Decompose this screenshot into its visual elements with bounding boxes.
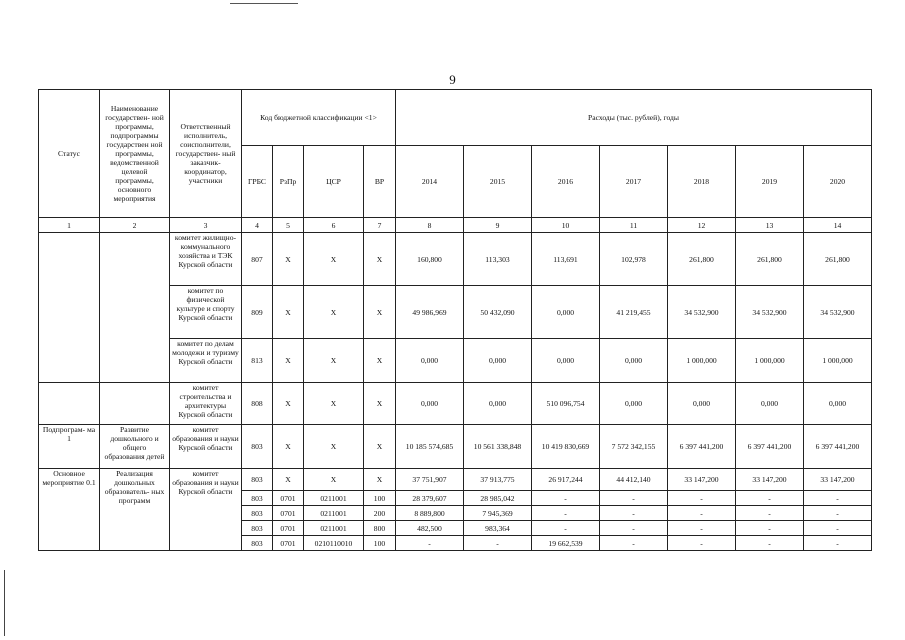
- csr-cell: Х: [304, 339, 364, 383]
- program-name-cell: Развитие дошкольного и общего образования детей: [100, 425, 170, 469]
- expense-value-cell: -: [736, 536, 804, 551]
- expense-value-cell: 0,000: [532, 339, 600, 383]
- vr-cell: Х: [364, 469, 396, 491]
- expense-value-cell: -: [532, 521, 600, 536]
- expense-value-cell: 0,000: [600, 383, 668, 425]
- vr-cell: Х: [364, 233, 396, 286]
- header-program-name: Наименование государствен- ной программы, подпрограммы государствен ной программы, ведомственной целевой программы, основного мероприятия: [100, 90, 170, 218]
- header-year: 2018: [668, 146, 736, 218]
- expense-value-cell: 0,000: [668, 383, 736, 425]
- table-row: [39, 469, 872, 491]
- status-cell: [39, 383, 100, 425]
- expense-value-cell: 261,800: [736, 233, 804, 286]
- expense-value-cell: -: [600, 506, 668, 521]
- column-number: 13: [736, 218, 804, 233]
- table-row: [39, 383, 872, 425]
- column-number: 6: [304, 218, 364, 233]
- column-number: 7: [364, 218, 396, 233]
- grbs-cell: 808: [242, 383, 273, 425]
- program-name-cell: Реализация дошкольных образователь- ных программ: [100, 469, 170, 551]
- expense-value-cell: 26 917,244: [532, 469, 600, 491]
- expense-value-cell: 10 419 830,669: [532, 425, 600, 469]
- expense-value-cell: -: [668, 536, 736, 551]
- status-cell: [39, 233, 100, 383]
- vr-cell: 100: [364, 536, 396, 551]
- vr-cell: 100: [364, 491, 396, 506]
- header-kbk: Код бюджетной классификации <1>: [242, 90, 396, 146]
- expense-value-cell: 983,364: [464, 521, 532, 536]
- expense-value-cell: 0,000: [396, 339, 464, 383]
- expense-value-cell: 34 532,900: [804, 286, 872, 339]
- header-vr: ВР: [364, 146, 396, 218]
- expense-value-cell: 102,978: [600, 233, 668, 286]
- header-rzpr: РзПр: [273, 146, 304, 218]
- expense-value-cell: 6 397 441,200: [804, 425, 872, 469]
- expense-value-cell: 10 185 574,685: [396, 425, 464, 469]
- column-number: 5: [273, 218, 304, 233]
- header-year: 2019: [736, 146, 804, 218]
- expense-value-cell: -: [600, 536, 668, 551]
- expense-value-cell: -: [668, 491, 736, 506]
- vr-cell: Х: [364, 286, 396, 339]
- column-number-row: [39, 218, 872, 233]
- expense-value-cell: -: [532, 491, 600, 506]
- expense-value-cell: -: [668, 506, 736, 521]
- expense-value-cell: -: [600, 491, 668, 506]
- grbs-cell: 813: [242, 339, 273, 383]
- rzpr-cell: Х: [273, 425, 304, 469]
- rzpr-cell: 0701: [273, 506, 304, 521]
- expense-value-cell: 160,800: [396, 233, 464, 286]
- header-year: 2017: [600, 146, 668, 218]
- expense-value-cell: -: [736, 491, 804, 506]
- csr-cell: Х: [304, 469, 364, 491]
- expense-value-cell: -: [396, 536, 464, 551]
- expense-value-cell: -: [804, 491, 872, 506]
- executor-cell: комитет образования и науки Курской области: [170, 469, 242, 551]
- column-number: 8: [396, 218, 464, 233]
- executor-cell: комитет строительства и архитектуры Курской области: [170, 383, 242, 425]
- expense-value-cell: 34 532,900: [668, 286, 736, 339]
- expense-value-cell: -: [804, 506, 872, 521]
- expense-value-cell: 113,303: [464, 233, 532, 286]
- expense-value-cell: 1 000,000: [668, 339, 736, 383]
- grbs-cell: 807: [242, 233, 273, 286]
- expense-value-cell: 6 397 441,200: [668, 425, 736, 469]
- csr-cell: 0210110010: [304, 536, 364, 551]
- grbs-cell: 803: [242, 521, 273, 536]
- grbs-cell: 803: [242, 491, 273, 506]
- csr-cell: Х: [304, 425, 364, 469]
- expense-value-cell: 261,800: [804, 233, 872, 286]
- executor-cell: комитет по физической культуре и спорту Курской области: [170, 286, 242, 339]
- column-number: 2: [100, 218, 170, 233]
- column-number: 10: [532, 218, 600, 233]
- rzpr-cell: Х: [273, 339, 304, 383]
- expense-value-cell: 0,000: [804, 383, 872, 425]
- expense-value-cell: 8 889,800: [396, 506, 464, 521]
- expense-value-cell: 28 985,042: [464, 491, 532, 506]
- header-grbs: ГРБС: [242, 146, 273, 218]
- csr-cell: Х: [304, 233, 364, 286]
- expense-value-cell: 28 379,607: [396, 491, 464, 506]
- status-cell: Основное мероприятие 0.1: [39, 469, 100, 551]
- csr-cell: 0211001: [304, 521, 364, 536]
- vr-cell: Х: [364, 383, 396, 425]
- column-number: 3: [170, 218, 242, 233]
- expense-value-cell: 49 986,969: [396, 286, 464, 339]
- expense-value-cell: -: [532, 506, 600, 521]
- expense-value-cell: -: [804, 536, 872, 551]
- grbs-cell: 809: [242, 286, 273, 339]
- expense-value-cell: 0,000: [396, 383, 464, 425]
- vr-cell: Х: [364, 425, 396, 469]
- expense-value-cell: 7 572 342,155: [600, 425, 668, 469]
- vr-cell: 200: [364, 506, 396, 521]
- expense-value-cell: 482,500: [396, 521, 464, 536]
- expense-value-cell: -: [736, 521, 804, 536]
- expense-value-cell: 34 532,900: [736, 286, 804, 339]
- column-number: 1: [39, 218, 100, 233]
- rzpr-cell: Х: [273, 286, 304, 339]
- rzpr-cell: 0701: [273, 536, 304, 551]
- grbs-cell: 803: [242, 506, 273, 521]
- expense-value-cell: 44 412,140: [600, 469, 668, 491]
- rzpr-cell: Х: [273, 383, 304, 425]
- expense-value-cell: 0,000: [736, 383, 804, 425]
- header-csr: ЦСР: [304, 146, 364, 218]
- rzpr-cell: 0701: [273, 521, 304, 536]
- expense-value-cell: 1 000,000: [804, 339, 872, 383]
- expense-value-cell: 0,000: [532, 286, 600, 339]
- vr-cell: Х: [364, 339, 396, 383]
- column-number: 4: [242, 218, 273, 233]
- expense-value-cell: 510 096,754: [532, 383, 600, 425]
- header-year: 2020: [804, 146, 872, 218]
- status-cell: Подпрограм- ма 1: [39, 425, 100, 469]
- expense-value-cell: 37 913,775: [464, 469, 532, 491]
- header-year: 2014: [396, 146, 464, 218]
- header-executor: Ответственный исполнитель, соисполнители, государствен- ный заказчик- координатор, участники: [170, 90, 242, 218]
- expense-value-cell: -: [600, 521, 668, 536]
- budget-table: [38, 89, 872, 551]
- table-row: [39, 233, 872, 286]
- expense-value-cell: 1 000,000: [736, 339, 804, 383]
- column-number: 11: [600, 218, 668, 233]
- executor-cell: комитет по делам молодежи и туризму Курской области: [170, 339, 242, 383]
- expense-value-cell: 0,000: [464, 383, 532, 425]
- expense-value-cell: 41 219,455: [600, 286, 668, 339]
- page-number: 9: [449, 72, 456, 87]
- expense-value-cell: -: [668, 521, 736, 536]
- expense-value-cell: 37 751,907: [396, 469, 464, 491]
- program-name-cell: [100, 383, 170, 425]
- rzpr-cell: Х: [273, 469, 304, 491]
- executor-cell: комитет жилищно- коммунального хозяйства и ТЭК Курской области: [170, 233, 242, 286]
- column-number: 12: [668, 218, 736, 233]
- expense-value-cell: 6 397 441,200: [736, 425, 804, 469]
- header-year: 2016: [532, 146, 600, 218]
- expense-value-cell: 7 945,369: [464, 506, 532, 521]
- header-expenses: Расходы (тыс. рублей), годы: [396, 90, 872, 146]
- expense-value-cell: 50 432,090: [464, 286, 532, 339]
- expense-value-cell: 33 147,200: [736, 469, 804, 491]
- expense-value-cell: -: [464, 536, 532, 551]
- top-rule: [230, 3, 298, 4]
- table-row: [39, 425, 872, 469]
- expense-value-cell: -: [736, 506, 804, 521]
- expense-value-cell: 33 147,200: [668, 469, 736, 491]
- expense-value-cell: -: [804, 521, 872, 536]
- executor-cell: комитет образования и науки Курской области: [170, 425, 242, 469]
- column-number: 9: [464, 218, 532, 233]
- program-name-cell: [100, 233, 170, 383]
- column-number: 14: [804, 218, 872, 233]
- expense-value-cell: 261,800: [668, 233, 736, 286]
- vr-cell: 800: [364, 521, 396, 536]
- header-year: 2015: [464, 146, 532, 218]
- csr-cell: 0211001: [304, 506, 364, 521]
- rzpr-cell: Х: [273, 233, 304, 286]
- grbs-cell: 803: [242, 425, 273, 469]
- csr-cell: Х: [304, 286, 364, 339]
- grbs-cell: 803: [242, 536, 273, 551]
- expense-value-cell: 33 147,200: [804, 469, 872, 491]
- csr-cell: 0211001: [304, 491, 364, 506]
- expense-value-cell: 0,000: [600, 339, 668, 383]
- rzpr-cell: 0701: [273, 491, 304, 506]
- left-edge-rule: [4, 570, 5, 636]
- grbs-cell: 803: [242, 469, 273, 491]
- header-status: Статус: [39, 90, 100, 218]
- expense-value-cell: 10 561 338,848: [464, 425, 532, 469]
- expense-value-cell: 113,691: [532, 233, 600, 286]
- expense-value-cell: 19 662,539: [532, 536, 600, 551]
- expense-value-cell: 0,000: [464, 339, 532, 383]
- csr-cell: Х: [304, 383, 364, 425]
